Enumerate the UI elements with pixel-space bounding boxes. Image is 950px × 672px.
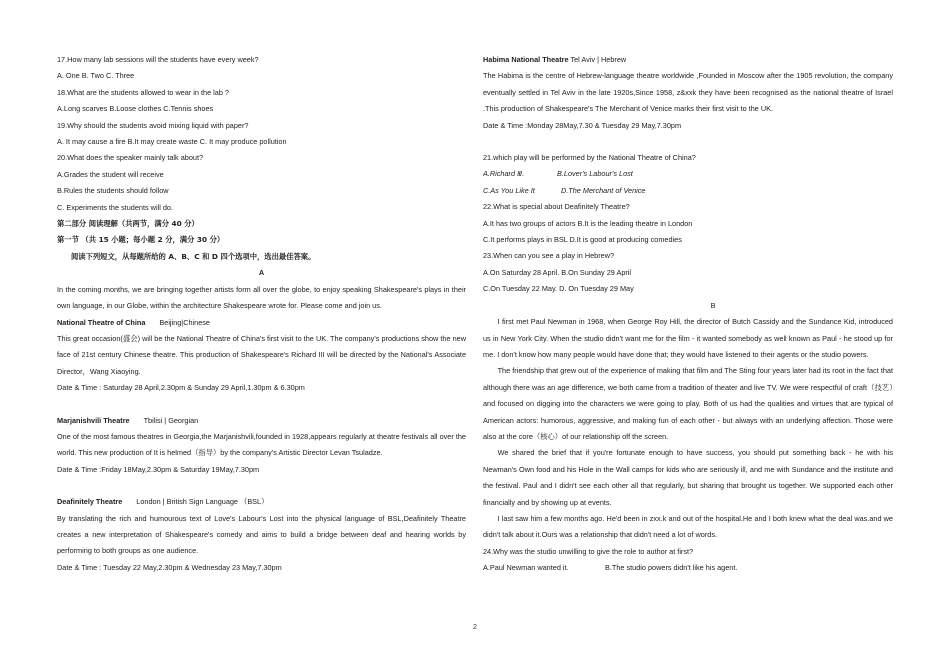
question-21: 21.which play will be performed by the National Theatre of China?	[483, 153, 696, 163]
question-18-options: A.Long scarves B.Loose clothes C.Tennis shoes	[57, 104, 214, 114]
question-20-option-c: C. Experiments the students will do.	[57, 202, 173, 212]
passage-b-label: B	[710, 300, 716, 310]
deafinitely-location: London | British Sign Language （BSL）	[136, 497, 269, 507]
section-one-heading: 第一节 （共 15 小题；每小题 2 分，满分 30 分）	[57, 235, 225, 245]
question-21-option-c: C.As You Like It	[483, 185, 535, 195]
question-22-options-cd: C.It performs plays in BSL D.It is good at producing comedies	[483, 235, 682, 245]
right-column	[483, 52, 893, 577]
national-theatre-location: Beijing|Chinese	[159, 317, 210, 327]
question-17: 17.How many lab sessions will the students have every week?	[57, 55, 259, 64]
habima-header	[483, 52, 893, 68]
passage-b-paragraph-3: We shared the brief that if you're fortunate enough to have success, you should put something back - he with his Newman's Own food and his Hole in the Wall camps for kids who are seriously ill, and me with Sundance and the institute and the festival. Paul and I didn't see each other all that regularly, but sharing that brought us together. We supported each other financially and by showing up at events.	[483, 448, 893, 507]
deafinitely-name: Deafinitely Theatre	[57, 497, 123, 507]
question-24-options	[483, 560, 893, 576]
question-22-options-ab: A.It has two groups of actors B.It is the leading theatre in London	[483, 218, 693, 228]
question-23-options-ab: A.On Saturday 28 April. B.On Sunday 29 April	[483, 267, 632, 277]
question-20-option-b: B.Rules the students should follow	[57, 186, 169, 196]
question-21-option-b: B.Lover's Labour's Lost	[557, 169, 633, 179]
part-two-heading: 第二部分 阅读理解（共两节，满分 40 分）	[57, 219, 199, 229]
marjanishvili-name: Marjanishvili Theatre	[57, 415, 130, 425]
question-17-options: A. One B. Two C. Three	[57, 71, 135, 81]
passage-a-intro: In the coming months, we are bringing together artists form all over the globe, to enjoy speaking Shakespeare's plays in their own language, in our Globe, within the architecture Shakespeare wrote for. Please come and join us.	[57, 284, 466, 311]
national-theatre-description: This great occasion(盛会) will be the National Theatre of China's first visit to the UK. The company's productions show the new face of 21st century Chinese theatre. This production of Shakespeare's Richard III will be directed by the National's Associate Director，Wang Xiaoying.	[57, 333, 466, 376]
page-number: 2	[473, 624, 477, 631]
national-theatre-date: Date & Time : Saturday 28 April,2.30pm & Sunday 29 April,1.30pm & 6.30pm	[57, 383, 305, 393]
question-24: 24.Why was the studio unwilling to give the role to author at first?	[483, 546, 694, 556]
question-23-options-cd: C.On Tuesday 22 May. D. On Tuesday 29 May	[483, 284, 634, 294]
national-theatre-header	[57, 315, 466, 331]
deafinitely-description: By translating the rich and humourous text of Love's Labour's Lost into the physical language of BSL,Deafinitely Theatre creates a new interpretation of Shakespeare's comedy and aims to build a bridge between deaf and hearing worlds by performing to both groups as one audience.	[57, 513, 466, 556]
question-21-option-d: D.The Merchant of Venice	[561, 185, 646, 195]
marjanishvili-location: Tbilisi | Georgian	[143, 415, 199, 425]
passage-b-paragraph-4: I last saw him a few months ago. He'd been in zxx.k and out of the hospital.He and I both knew what the deal was.and we didn't talk about it.Ours was a relationship that didn't need a lot of words.	[483, 513, 893, 540]
habima-location: Tel Aviv | Hebrew	[570, 55, 627, 64]
question-21-option-a: A.Richard Ⅲ.	[483, 169, 525, 179]
reading-instruction: 阅读下列短文，从每题所给的 A、B、C 和 D 四个选项中，选出最佳答案。	[71, 251, 316, 261]
habima-name: Habima National Theatre	[483, 55, 569, 64]
question-23: 23.When can you see a play in Hebrew?	[483, 251, 615, 261]
question-24-option-b: B.The studio powers didn't like his agent.	[605, 563, 738, 573]
question-21-options-cd	[483, 183, 893, 199]
deafinitely-header	[57, 494, 466, 510]
marjanishvili-description: One of the most famous theatres in Georgia,the Marjanishvili,founded in 1928,appears regularly at theatre festivals all over the world. This new production of It is helmed（指导）by the company's Artistic Director Levan Tsuladze.	[57, 431, 466, 458]
question-19-options: A. It may cause a fire B.It may create waste C. It may produce pollution	[57, 137, 287, 147]
habima-description: The Habima is the centre of Hebrew-language theatre worldwide ,Founded in Moscow after the 1905 revolution, the company eventually settled in Tel Aviv in the late 1920s,Since 1958, z&xxk they have been recognised as the national theatre of Israel .This production of Shakespeare's The Merchant of Venice marks their first visit to the UK.	[483, 71, 893, 114]
passage-a-label: A	[258, 268, 265, 278]
marjanishvili-date: Date & Time :Friday 18May,2.30pm & Saturday 19May,7.30pm	[57, 464, 260, 474]
question-21-options-ab	[483, 166, 893, 182]
deafinitely-date: Date & Time : Tuesday 22 May,2.30pm & Wednesday 23 May,7.30pm	[57, 562, 282, 572]
question-19: 19.Why should the students avoid mixing liquid with paper?	[57, 120, 249, 130]
national-theatre-name: National Theatre of China	[57, 317, 146, 327]
passage-b-paragraph-2: The friendship that grew out of the experience of making that film and The Sting four years later had its root in the fact that although there was an age difference, we both came from a tradition of theater and live TV. We were respectful of craft（技艺）and focused on digging into the characters we were going to play. Both of us had the qualities and virtues that are typical of American actors: humorous, aggressive, and making fun of each other - but always with an underlying affection. Those were also at the core（核心）of our relationship off the screen.	[483, 366, 893, 441]
question-20-option-a: A.Grades the student will receive	[57, 169, 164, 179]
left-column	[57, 52, 466, 576]
habima-date: Date & Time :Monday 28May,7.30 & Tuesday 29 May,7.30pm	[483, 120, 682, 130]
passage-b-paragraph-1: I first met Paul Newman in 1968, when George Roy Hill, the director of Butch Cassidy and the Sundance Kid, introduced us in New York City. When the studio didn't want me for the film - it wanted somebody as well known as Paul - he stood up for me. I don't know how many people would have done that; they would have listened to their agents or the studio powers.	[483, 317, 893, 359]
question-20: 20.What does the speaker mainly talk about?	[57, 153, 204, 163]
marjanishvili-header	[57, 413, 466, 429]
question-24-option-a: A.Paul Newman wanted it.	[483, 563, 569, 573]
question-22: 22.What is special about Deafinitely Theatre?	[483, 202, 630, 212]
question-18: 18.What are the students allowed to wear in the lab ?	[57, 87, 229, 97]
